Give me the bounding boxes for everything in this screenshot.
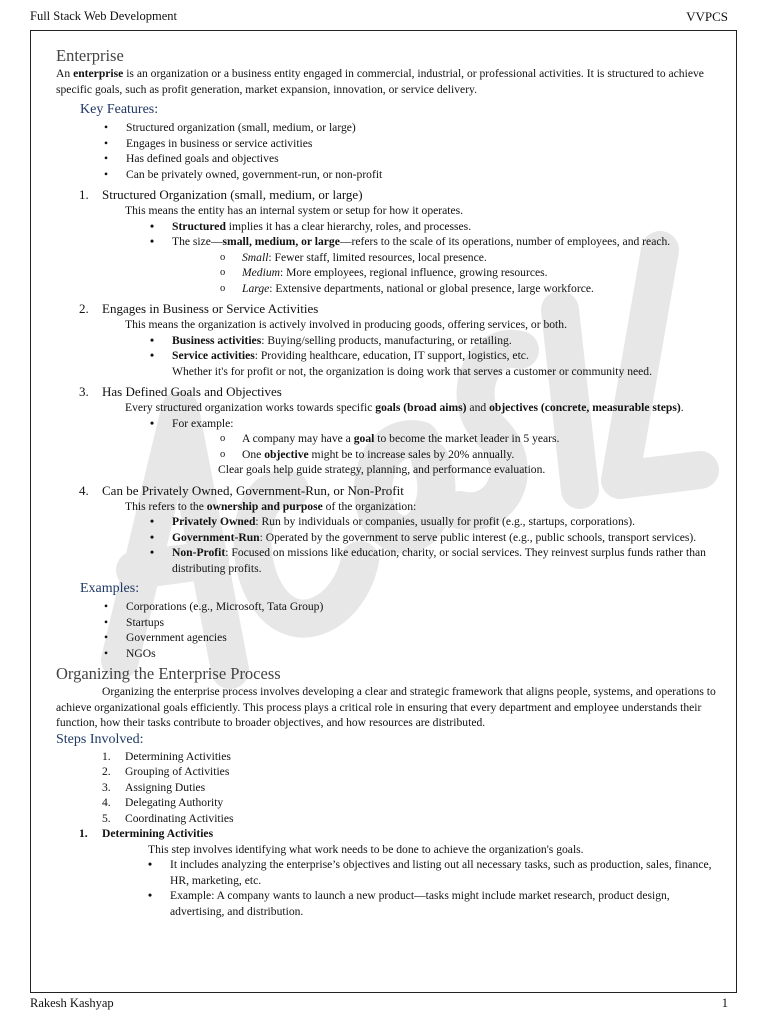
page-content <box>56 46 726 919</box>
section-title: 1. Structured Organization (small, medium, or large) <box>79 187 363 202</box>
section-description: This refers to the ownership and purpose of the organization: <box>125 499 417 513</box>
enterprise-intro: An enterprise is an organization or a business entity engaged in commercial, industrial, or professional activities. It is structured to achieve specific goals, such as profit generation, market expansion, innovation, or service delivery. <box>56 67 704 96</box>
page-number: 1 <box>721 996 728 1010</box>
key-features-heading: Key Features: <box>80 102 159 117</box>
list-item: • NGOs <box>104 646 726 662</box>
organizing-intro: Organizing the enterprise process involves developing a clear and strategic framework that aligns people, systems, and operations to achieve organizational goals efficiently. This process plays a critical role in ensuring that every department and employee understands their function, how their tasks contribute to broader objectives, and how resources are distributed. <box>56 685 716 729</box>
list-item: • Privately Owned: Run by individuals or companies, usually for profit (e.g., startups, corporations). <box>150 514 726 530</box>
section-title: 3. Has Defined Goals and Objectives <box>79 384 282 399</box>
header-institute: VVPCS <box>686 9 728 24</box>
list-item: • Business activities: Buying/selling products, manufacturing, or retailing. <box>150 333 726 349</box>
section-bullets <box>150 514 726 576</box>
section-determining-activities <box>56 826 726 919</box>
list-item: • Engages in business or service activities <box>104 136 726 152</box>
list-item: • Corporations (e.g., Microsoft, Tata Group) <box>104 599 726 615</box>
section-description: This means the entity has an internal system or setup for how it operates. <box>125 204 464 217</box>
section-title: 4. Can be Privately Owned, Government-Run, or Non-Profit <box>79 482 404 498</box>
list-item: • Government-Run: Operated by the government to serve public interest (e.g., public schools, transport services). <box>150 530 726 546</box>
list-item: 2. Grouping of Activities <box>102 765 230 778</box>
section-note: Whether it's for profit or not, the organization is doing work that serves a customer or community need. <box>172 364 652 378</box>
list-item: • Structured organization (small, medium, or large) <box>104 120 726 136</box>
section-bullets <box>150 219 726 297</box>
section-structured-organization <box>56 186 726 296</box>
list-item: 3. Assigning Duties <box>102 780 206 794</box>
list-item: • Service activities: Providing healthcare, education, IT support, logistics, etc. <box>150 348 726 364</box>
steps-heading: Steps Involved: <box>56 731 144 747</box>
section-description: This step involves identifying what work needs to be done to achieve the organization's goals. <box>148 842 584 856</box>
section-bullets <box>148 857 726 919</box>
size-sublist <box>220 250 726 297</box>
organizing-heading: Organizing the Enterprise Process <box>56 664 281 683</box>
section-business-activities <box>56 300 726 379</box>
list-item: • For example: o A company may have a goal to become the market leader in 5 years. o One objective might be to increase sales by 20% annually. <box>150 416 726 463</box>
footer-author: Rakesh Kashyap <box>30 996 114 1010</box>
page-header <box>30 9 728 24</box>
key-features-list <box>104 120 726 182</box>
list-item: 1. Determining Activities <box>102 749 231 763</box>
list-item: o One objective might be to increase sales by 20% annually. <box>220 447 726 463</box>
list-item: o A company may have a goal to become the market leader in 5 years. <box>220 431 726 447</box>
example-sublist <box>220 431 726 462</box>
list-item: 5. Coordinating Activities <box>102 811 234 825</box>
list-item: • Has defined goals and objectives <box>104 151 726 167</box>
examples-list <box>104 599 726 661</box>
section-note: Clear goals help guide strategy, planning, and performance evaluation. <box>218 463 546 476</box>
section-bullets <box>150 416 726 463</box>
list-item: o Medium: More employees, regional influence, growing resources. <box>220 265 726 281</box>
section-description: Every structured organization works towards specific goals (broad aims) and objectives (concrete, measurable steps). <box>125 401 684 414</box>
list-item: • Structured implies it has a clear hierarchy, roles, and processes. <box>150 219 726 235</box>
list-item: • Can be privately owned, government-run, or non-profit <box>104 167 726 183</box>
list-item: o Small: Fewer staff, limited resources, local presence. <box>220 250 726 266</box>
list-item: • It includes analyzing the enterprise’s objectives and listing out all necessary tasks, such as production, sales, finance, HR, marketing, etc. <box>148 857 726 888</box>
list-item: • The size—small, medium, or large—refers to the scale of its operations, number of employees, and reach. o Small: Fewer staff, limited resources, local presence. o Medium: More employees, regional influence, growing resources. o Large: Extensive departments, national or global presence, large workforce. <box>150 234 726 296</box>
list-item: o Large: Extensive departments, national or global presence, large workforce. <box>220 281 726 297</box>
enterprise-heading: Enterprise <box>56 46 124 65</box>
list-item: 4. Delegating Authority <box>102 796 224 809</box>
list-item: • Non-Profit: Focused on missions like education, charity, or social services. They reinvest surplus funds rather than distributing profits. <box>150 545 726 576</box>
page-footer <box>30 996 728 1011</box>
section-title: 1. Determining Activities <box>79 827 214 840</box>
section-bullets <box>150 333 726 364</box>
steps-list <box>102 749 726 827</box>
header-course-title: Full Stack Web Development <box>30 9 178 23</box>
section-ownership <box>56 482 726 577</box>
list-item: • Example: A company wants to launch a new product—tasks might include market research, product design, advertising, and distribution. <box>148 888 726 919</box>
examples-heading: Examples: <box>80 581 140 596</box>
list-item: • Government agencies <box>104 630 726 646</box>
section-title: 2. Engages in Business or Service Activities <box>79 301 319 316</box>
list-item: • Startups <box>104 615 726 631</box>
section-description: This means the organization is actively involved in producing goods, offering services, or both. <box>125 318 567 331</box>
section-goals-objectives <box>56 383 726 478</box>
